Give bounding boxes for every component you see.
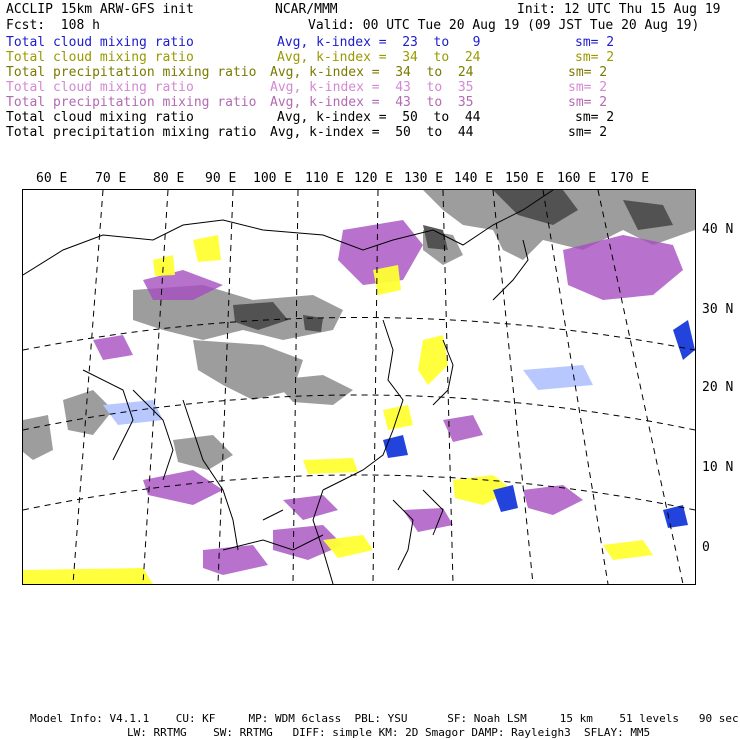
field-avg-6: Avg, k-index = 50 to 44 — [277, 110, 481, 125]
field-sm-6: sm= 2 — [575, 110, 615, 125]
field-avg-3: Avg, k-index = 34 to 24 — [270, 65, 474, 80]
lon-label: 160 E — [557, 171, 597, 186]
lat-label: 20 N — [702, 380, 734, 395]
valid-time: Valid: 00 UTC Tue 20 Aug 19 (09 JST Tue 20 Aug 19) — [308, 18, 700, 33]
lon-label: 150 E — [505, 171, 545, 186]
lat-label: 40 N — [702, 222, 734, 237]
forecast-hour: Fcst: 108 h — [6, 18, 100, 33]
lon-label: 100 E — [253, 171, 293, 186]
lat-label: 30 N — [702, 302, 734, 317]
field-name-2: Total cloud mixing ratio — [6, 50, 194, 65]
field-name-5: Total precipitation mixing ratio — [6, 95, 257, 110]
model-info-line-1: Model Info: V4.1.1 CU: KF MP: WDM 6class PBL: YSU SF: Noah LSM 15 km 51 levels 90 sec — [30, 712, 739, 725]
field-avg-7: Avg, k-index = 50 to 44 — [270, 125, 474, 140]
lon-label: 80 E — [153, 171, 185, 186]
lat-label: 0 — [702, 540, 710, 555]
map-frame — [22, 189, 696, 585]
field-avg-4: Avg, k-index = 43 to 35 — [270, 80, 474, 95]
lon-label: 120 E — [354, 171, 394, 186]
field-sm-3: sm= 2 — [568, 65, 608, 80]
field-name-1: Total cloud mixing ratio — [6, 35, 194, 50]
field-sm-4: sm= 2 — [568, 80, 608, 95]
field-avg-5: Avg, k-index = 43 to 35 — [270, 95, 474, 110]
model-info-line-2: LW: RRTMG SW: RRTMG DIFF: simple KM: 2D Smagor DAMP: Rayleigh3 SFLAY: MM5 — [127, 726, 651, 739]
lon-label: 170 E — [610, 171, 650, 186]
lon-label: 70 E — [95, 171, 127, 186]
field-sm-5: sm= 2 — [568, 95, 608, 110]
lon-label: 110 E — [305, 171, 345, 186]
plot-title: ACCLIP 15km ARW-GFS init — [6, 2, 194, 17]
field-sm-2: sm= 2 — [575, 50, 615, 65]
field-name-3: Total precipitation mixing ratio — [6, 65, 257, 80]
lon-label: 90 E — [205, 171, 237, 186]
field-name-6: Total cloud mixing ratio — [6, 110, 194, 125]
lat-label: 10 N — [702, 460, 734, 475]
field-sm-7: sm= 2 — [568, 125, 608, 140]
forecast-map — [23, 190, 695, 584]
field-avg-2: Avg, k-index = 34 to 24 — [277, 50, 481, 65]
lon-label: 130 E — [404, 171, 444, 186]
center-label: NCAR/MMM — [275, 2, 338, 17]
init-time: Init: 12 UTC Thu 15 Aug 19 — [517, 2, 721, 17]
lon-label: 140 E — [454, 171, 494, 186]
field-name-4: Total cloud mixing ratio — [6, 80, 194, 95]
field-sm-1: sm= 2 — [575, 35, 615, 50]
field-avg-1: Avg, k-index = 23 to 9 — [277, 35, 481, 50]
lon-label: 60 E — [36, 171, 68, 186]
field-name-7: Total precipitation mixing ratio — [6, 125, 257, 140]
